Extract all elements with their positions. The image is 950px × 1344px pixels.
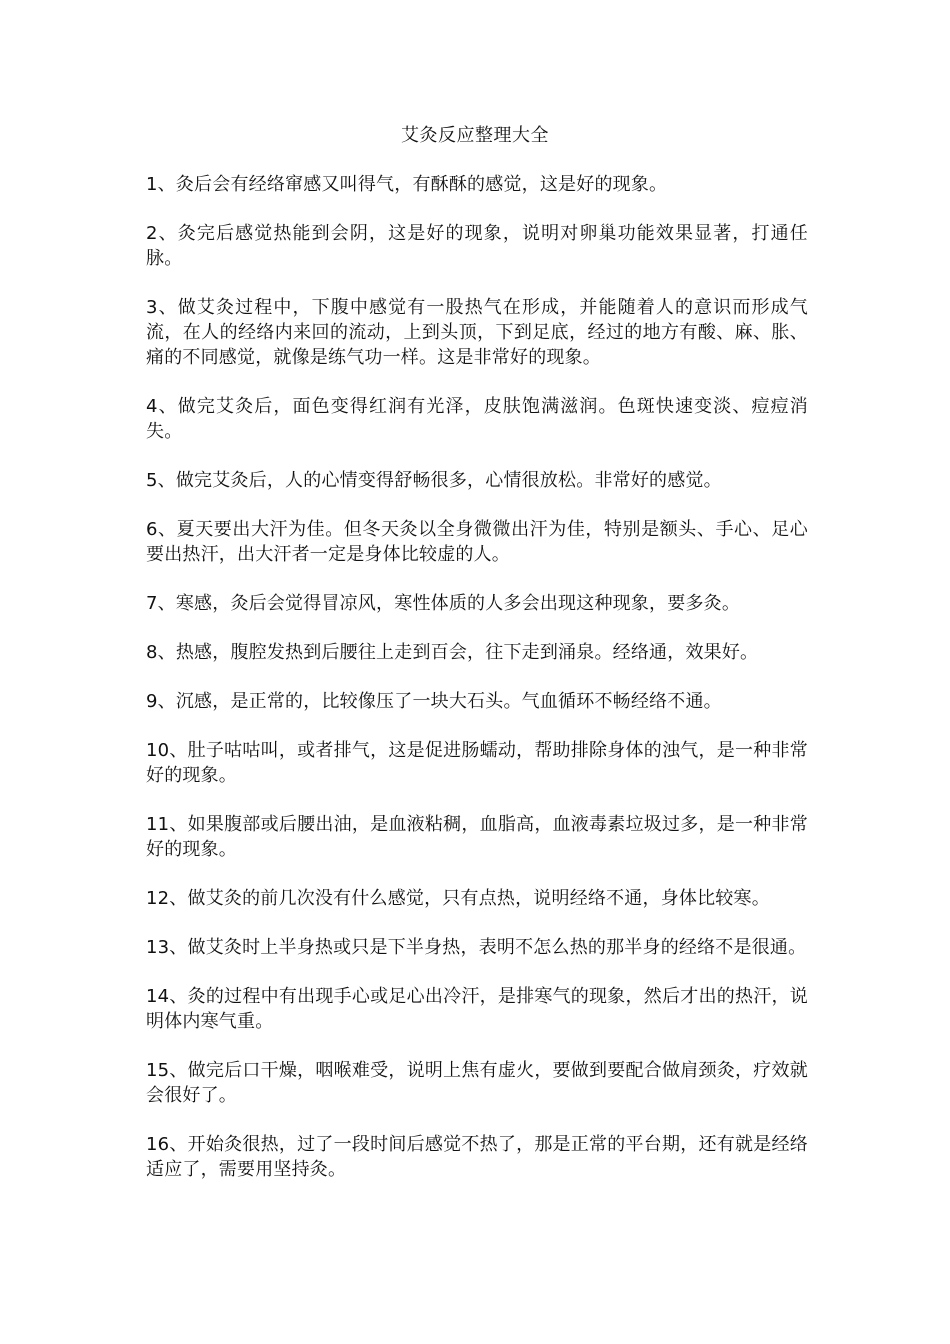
list-item: 10、肚子咕咕叫，或者排气，这是促进肠蠕动，帮助排除身体的浊气，是一种非常好的现象。 [146,740,808,786]
list-item: 12、做艾灸的前几次没有什么感觉，只有点热，说明经络不通，身体比较寒。 [146,888,770,909]
list-item: 8、热感，腹腔发热到后腰往上走到百会，往下走到涌泉。经络通，效果好。 [146,642,759,663]
list-item: 7、寒感，灸后会觉得冒凉风，寒性体质的人多会出现这种现象，要多灸。 [146,593,741,614]
document-title: 艾灸反应整理大全 [401,125,549,146]
list-item: 4、做完艾灸后，面色变得红润有光泽，皮肤饱满滋润。色斑快速变淡、痘痘消失。 [146,396,808,442]
list-item: 14、灸的过程中有出现手心或足心出冷汗，是排寒气的现象，然后才出的热汗，说明体内寒气重。 [146,986,808,1032]
list-item: 6、夏天要出大汗为佳。但冬天灸以全身微微出汗为佳，特别是额头、手心、足心要出热汗，出大汗者一定是身体比较虚的人。 [146,519,808,565]
list-item: 15、做完后口干燥，咽喉难受，说明上焦有虚火，要做到要配合做肩颈灸，疗效就会很好了。 [146,1060,808,1106]
list-item: 1、灸后会有经络窜感又叫得气，有酥酥的感觉，这是好的现象。 [146,174,668,195]
list-item: 5、做完艾灸后，人的心情变得舒畅很多，心情很放松。非常好的感觉。 [146,470,722,491]
list-item: 16、开始灸很热，过了一段时间后感觉不热了，那是正常的平台期，还有就是经络适应了，需要用坚持灸。 [146,1134,808,1180]
list-item: 11、如果腹部或后腰出油，是血液粘稠，血脂高，血液毒素垃圾过多，是一种非常好的现象。 [146,814,808,860]
list-item: 3、做艾灸过程中，下腹中感觉有一股热气在形成，并能随着人的意识而形成气流，在人的经络内来回的流动，上到头顶，下到足底，经过的地方有酸、麻、胀、痛的不同感觉，就像是练气功一样。这是非常好的现象。 [146,297,808,368]
list-item: 9、沉感，是正常的，比较像压了一块大石头。气血循环不畅经络不通。 [146,691,722,712]
list-item: 2、灸完后感觉热能到会阴，这是好的现象，说明对卵巢功能效果显著，打通任脉。 [146,223,808,269]
list-item: 13、做艾灸时上半身热或只是下半身热，表明不怎么热的那半身的经络不是很通。 [146,937,807,958]
item-list [146,172,808,1206]
